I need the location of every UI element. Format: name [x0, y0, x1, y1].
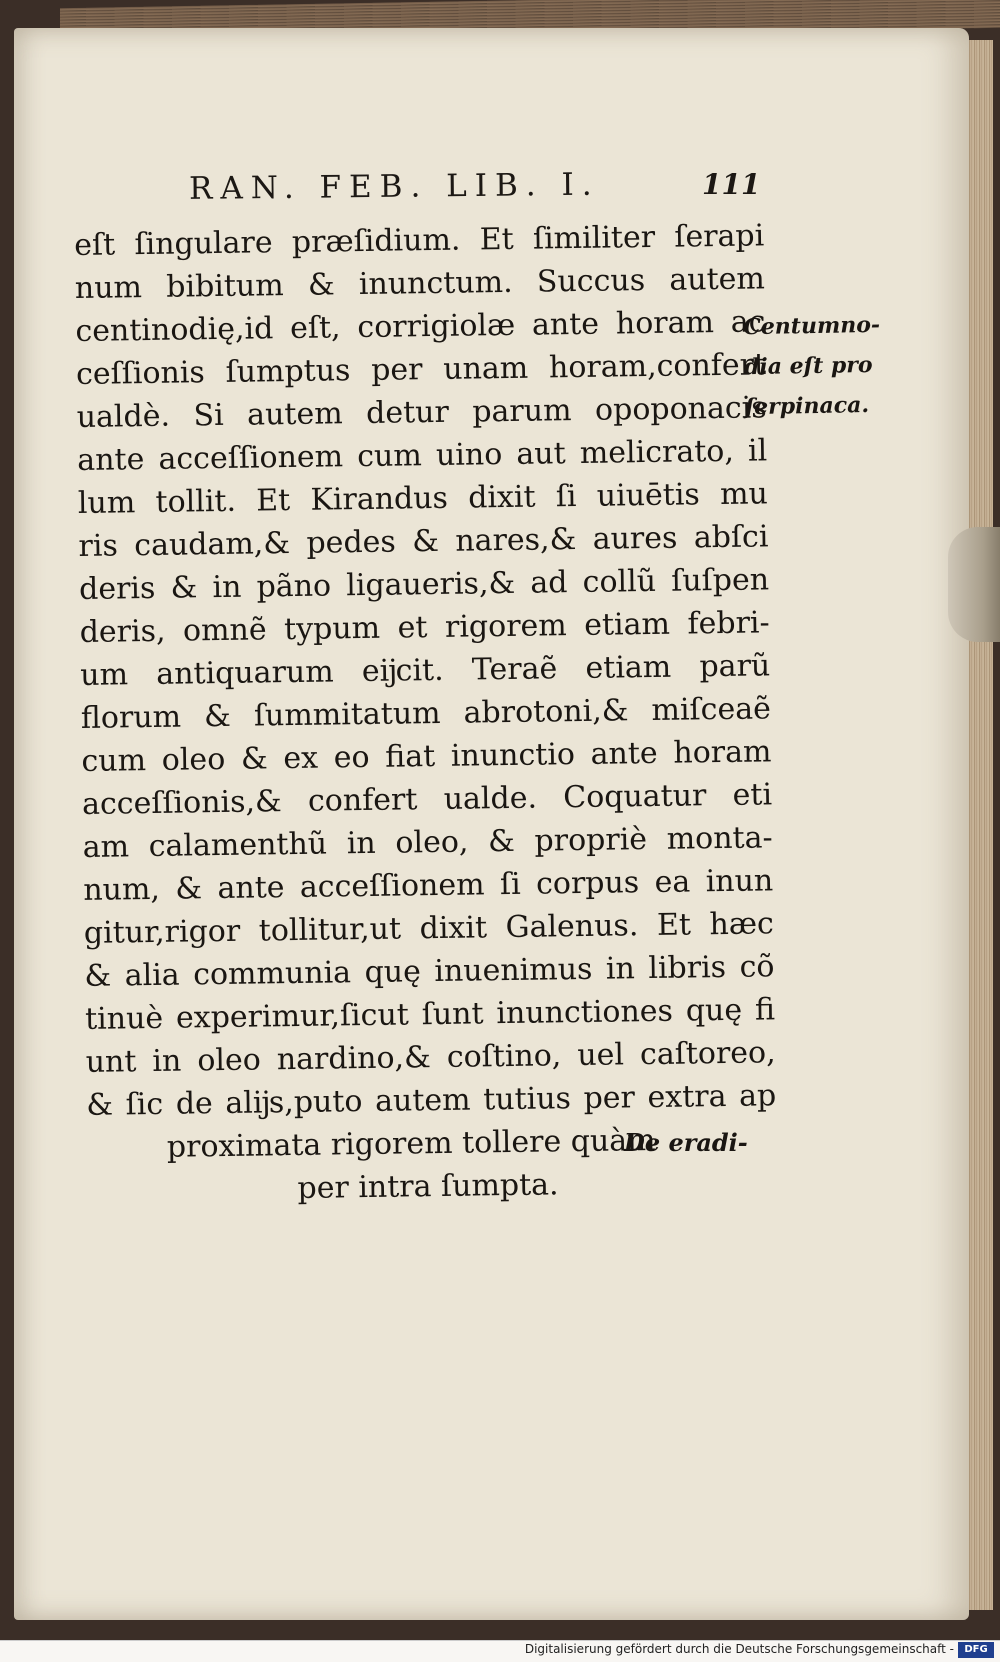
body-line: florum & ſummitatum abrotoni,& miſceaẽ: [80, 691, 772, 736]
body-line: deris, omnẽ typum et rigorem etiam febri-: [79, 605, 770, 650]
body-line: ualdè. Si autem detur parum opoponacis: [76, 390, 767, 435]
dfg-logo: DFG: [958, 1642, 994, 1658]
body-line: acceſſionis,& confert ualde. Coquatur eti: [81, 777, 773, 822]
body-line: & ſic de alĳs,puto autem tutius per extra ap: [86, 1078, 777, 1123]
body-line: ris caudam,& pedes & nares,& aures abſci: [78, 519, 769, 564]
catchword: De eradi-: [624, 1128, 748, 1157]
marginal-note-line: dia eſt pro: [743, 351, 873, 381]
digitization-credit: Digitalisierung gefördert durch die Deutsche Forschungsgemeinschaft -: [524, 1642, 954, 1656]
body-line: centinodię,id eſt, corrigiolæ ante horam ac: [75, 304, 766, 349]
body-line: ante acceſſionem cum uino aut melicrato, il: [77, 433, 768, 478]
body-line: num, & ante acceſſionem ſi corpus ea inun: [83, 863, 774, 908]
running-head: RAN. FEB. LIB. I.: [188, 166, 600, 207]
body-line: am calamenthũ in oleo, & propriè monta-: [82, 820, 773, 865]
marginal-note: [743, 305, 885, 427]
body-line: per intra ſumpta.: [297, 1167, 559, 1206]
body-line: unt in oleo nardino,& coſtino, uel caſtoreo,: [85, 1035, 776, 1080]
body-line: um antiquarum eĳcit. Teraẽ etiam parũ: [80, 648, 771, 693]
book-page: [14, 28, 969, 1620]
folio-number: 111: [702, 168, 761, 201]
body-line: deris & in pãno ligaueris,& ad collũ ſuſpen: [78, 562, 770, 607]
body-line: gitur,rigor tollitur,ut dixit Galenus. Et hæc: [83, 906, 775, 951]
body-line: proximata rigorem tollere quàm: [166, 1122, 656, 1165]
marginal-note-line: ſerpinaca.: [744, 392, 870, 421]
scanner-clamp: [948, 527, 1000, 642]
body-text: [74, 214, 778, 1213]
body-line: eſt ſingulare præſidium. Et ſimiliter ſerapi: [74, 218, 765, 263]
body-line: cum oleo & ex eo fiat inunctio ante horam: [81, 734, 772, 779]
marginal-note-line: Centumno-: [743, 311, 881, 341]
body-line: ceſſionis ſumptus per unam horam,confert: [75, 347, 767, 392]
body-line: & alia communia quę inuenimus in libris cõ: [84, 949, 775, 994]
body-line: lum tollit. Et Kirandus dixit ſi uiuētis mu: [77, 476, 769, 521]
body-line: num bibitum & inunctum. Succus autem: [74, 261, 766, 306]
body-line: tinuè experimur,ſicut ſunt inunctiones quę fi: [84, 992, 776, 1037]
